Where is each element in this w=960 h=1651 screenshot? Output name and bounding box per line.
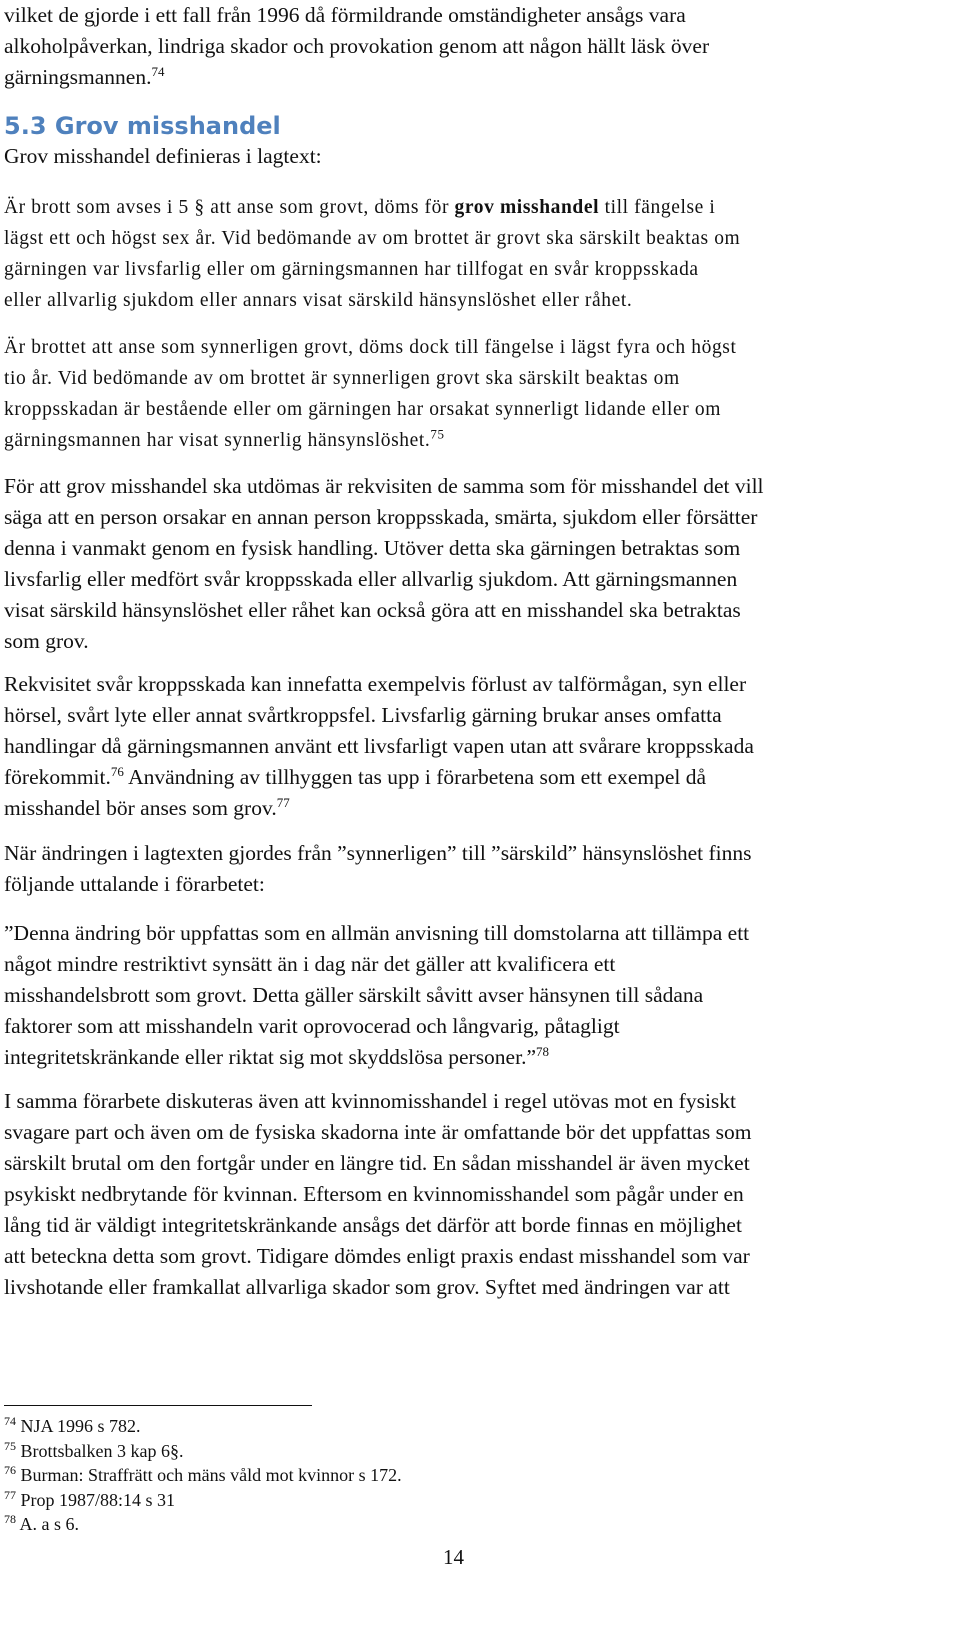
section-heading: 5.3 Grov misshandel xyxy=(4,112,281,140)
footnote-ref[interactable]: 74 xyxy=(151,63,165,79)
text-line: följande uttalande i förarbetet: xyxy=(4,872,265,896)
text-line: gärningsmannen. xyxy=(4,65,152,89)
footnote-ref[interactable]: 78 xyxy=(536,1043,549,1059)
law-quote-first xyxy=(4,192,954,316)
text-line: lång tid är väldigt integritetskränkande ansågs det därför att borde finnas en möjlighet xyxy=(4,1213,742,1237)
text-line: livshotande eller framkallat allvarliga skador som grov. Syftet med ändringen var att xyxy=(4,1275,730,1299)
text-line: faktorer som att misshandeln varit oprovocerad och långvarig, påtagligt xyxy=(4,1014,620,1038)
requisites-paragraph xyxy=(4,471,954,657)
text-line: hörsel, svårt lyte eller annat svårtkroppsfel. Livsfarlig gärning brukar anses omfatta xyxy=(4,703,722,727)
serious-injury-paragraph xyxy=(4,669,954,824)
footnote xyxy=(4,1488,402,1513)
text-segment: till fängelse i xyxy=(599,197,716,218)
text-line: När ändringen i lagtexten gjordes från ”synnerligen” till ”särskild” hänsynslöshet finns xyxy=(4,841,752,865)
footnote-text: A. a s 6. xyxy=(16,1514,79,1534)
footnote-text: NJA 1996 s 782. xyxy=(16,1416,141,1436)
footnote-number: 77 xyxy=(4,1487,16,1502)
footnote-ref[interactable]: 76 xyxy=(110,763,124,779)
footnote-text: Prop 1987/88:14 s 31 xyxy=(16,1489,176,1510)
amendment-paragraph xyxy=(4,838,954,900)
footnote-separator xyxy=(4,1405,312,1406)
text-line: handlingar då gärningsmannen använt ett livsfarligt vapen utan att svårare kroppsskada xyxy=(4,734,754,758)
footnote-list xyxy=(4,1414,402,1537)
footnote xyxy=(4,1512,402,1537)
text-line: visat särskild hänsynslöshet eller råhet kan också göra att en misshandel ska betraktas xyxy=(4,598,741,622)
footnote-number: 76 xyxy=(4,1463,16,1477)
footnote-number: 74 xyxy=(4,1414,16,1428)
text-line: alkoholpåverkan, lindriga skador och provokation genom att någon hällt läsk över xyxy=(4,34,710,58)
page-number: 14 xyxy=(443,1545,464,1569)
text-segment: misshandel bör anses som grov. xyxy=(4,796,277,820)
text-line: tio år. Vid bedömande av om brottet är synnerligen grovt ska särskilt beaktas om xyxy=(4,368,680,389)
text-line: Rekvisitet svår kroppsskada kan innefatta exempelvis förlust av talförmågan, syn eller xyxy=(4,672,747,696)
text-segment: förekommit. xyxy=(4,765,111,789)
footnote-number: 75 xyxy=(4,1438,16,1453)
text-segment: Är brott som avses i 5 § att anse som grovt, döms för xyxy=(4,197,455,218)
text-line: lägst ett och högst sex år. Vid bedömande av om brottet är grovt ska särskilt beaktas om xyxy=(4,228,741,249)
text-line: livsfarlig eller medfört svår kroppsskada eller allvarlig sjukdom. Att gärningsmannen xyxy=(4,567,738,591)
footnote-ref[interactable]: 75 xyxy=(430,426,445,442)
footnote-text: Burman: Straffrätt och mäns våld mot kvinnor s 172. xyxy=(16,1465,402,1485)
footnote xyxy=(4,1463,402,1488)
text-line: som grov. xyxy=(4,629,89,653)
text-line: att beteckna detta som grovt. Tidigare dömdes enligt praxis endast misshandel som var xyxy=(4,1244,750,1268)
text-line: svagare part och även om de fysiska skadorna inte är omfattande bör det uppfattas som xyxy=(4,1120,752,1144)
footnote-number: 78 xyxy=(4,1512,16,1526)
intro-paragraph xyxy=(4,0,954,93)
text-line: gärningsmannen har visat synnerlig hänsynslöshet. xyxy=(4,430,431,451)
text-line: kroppsskadan är bestående eller om gärningen har orsakat synnerligt lidande eller om xyxy=(4,399,721,420)
text-line: eller allvarlig sjukdom eller annars visat särskild hänsynslöshet eller råhet. xyxy=(4,290,633,311)
text-line: denna i vanmakt genom en fysisk handling. Utöver detta ska gärningen betraktas som xyxy=(4,536,741,560)
definition-paragraph xyxy=(4,141,954,172)
text-line: gärningen var livsfarlig eller om gärningsmannen har tillfogat en svår kroppsskada xyxy=(4,259,699,280)
footnote-text: Brottsbalken 3 kap 6§. xyxy=(16,1440,184,1461)
footnote xyxy=(4,1414,402,1439)
footnote xyxy=(4,1439,402,1464)
text-line: ”Denna ändring bör uppfattas som en allmän anvisning till domstolarna att tillämpa ett xyxy=(4,921,750,945)
text-segment: Användning av tillhyggen tas upp i förarbetena som ett exempel då xyxy=(123,765,707,789)
bold-term: grov misshandel xyxy=(454,197,600,218)
text-line: misshandelsbrott som grovt. Detta gäller särskilt såvitt avser hänsynen till sådana xyxy=(4,983,704,1007)
text-line: något mindre restriktivt synsätt än i dag när det gäller att kvalificera ett xyxy=(4,952,616,976)
law-quote-second xyxy=(4,332,954,456)
text-line: särskilt brutal om den fortgår under en längre tid. En sådan misshandel är även mycket xyxy=(4,1151,750,1175)
preparatory-quote xyxy=(4,918,954,1073)
text-line: psykiskt nedbrytande för kvinnan. Eftersom en kvinnomisshandel som pågår under en xyxy=(4,1182,744,1206)
text-line: I samma förarbete diskuteras även att kvinnomisshandel i regel utövas mot en fysiskt xyxy=(4,1089,737,1113)
text-line: Grov misshandel definieras i lagtext: xyxy=(4,144,322,168)
text-line: Är brottet att anse som synnerligen grovt, döms dock till fängelse i lägst fyra och högst xyxy=(4,337,737,358)
text-line: säga att en person orsakar en annan person kroppsskada, smärta, sjukdom eller försätter xyxy=(4,505,758,529)
text-line: integritetskränkande eller riktat sig mot skyddslösa personer.” xyxy=(4,1045,536,1069)
footnote-ref[interactable]: 77 xyxy=(276,794,290,810)
text-line: För att grov misshandel ska utdömas är rekvisiten de samma som för misshandel det vill xyxy=(4,474,764,498)
text-line: vilket de gjorde i ett fall från 1996 då förmildrande omständigheter ansågs vara xyxy=(4,3,686,27)
domestic-violence-paragraph xyxy=(4,1086,954,1303)
